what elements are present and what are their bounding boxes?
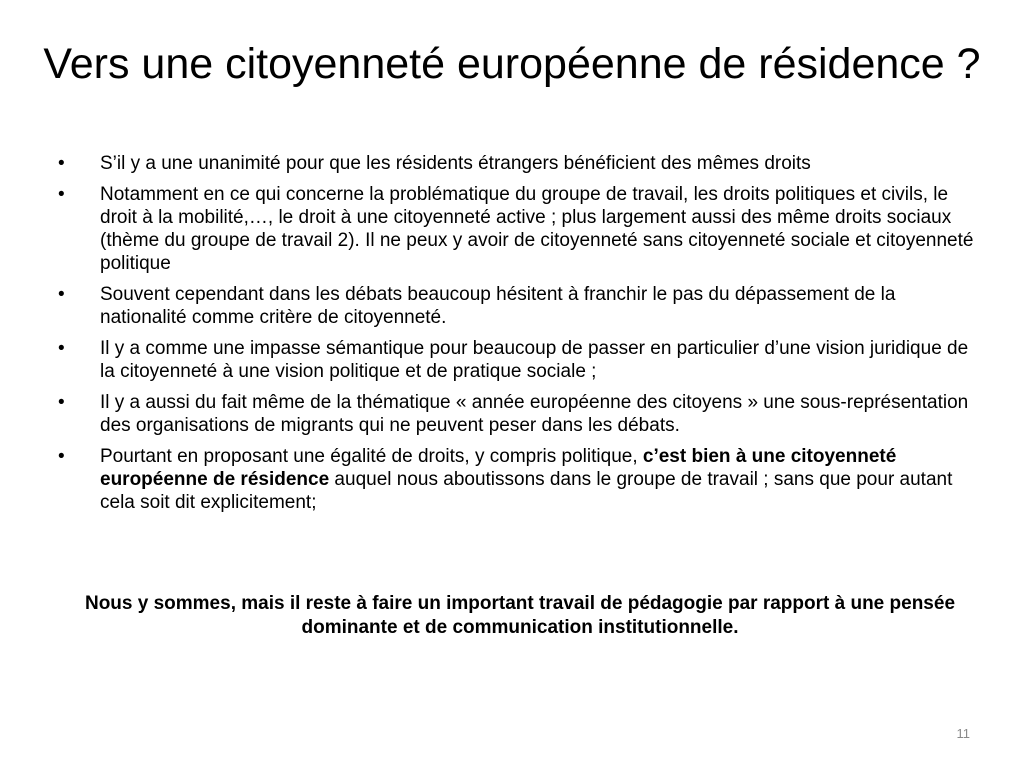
bullet-text-part: Pourtant en proposant une égalité de droits, y compris politique,	[100, 446, 643, 467]
bullet-icon: •	[58, 338, 65, 359]
bullet-text: S’il y a une unanimité pour que les résidents étrangers bénéficient des mêmes droits	[100, 153, 811, 174]
bullet-text-emphasis: c’est bien à une citoyenneté européenne de résidence	[100, 446, 897, 490]
bullet-text: Souvent cependant dans les débats beaucoup hésitent à franchir le pas du dépassement de la nationalité comme critère de citoyenneté.	[100, 284, 896, 328]
bullet-text-part: auquel nous aboutissons dans le groupe de travail ; sans que pour autant cela soit dit explicitement;	[100, 469, 953, 513]
bullet-icon: •	[58, 392, 65, 413]
slide-title: Vers une citoyenneté européenne de résidence ?	[43, 40, 981, 88]
bullet-text	[100, 445, 982, 514]
bullet-icon: •	[58, 153, 65, 174]
bullet-icon: •	[58, 446, 65, 467]
slide-number: 11	[956, 726, 970, 741]
bullet-item-last	[58, 445, 982, 514]
conclusion-text: Nous y sommes, mais il reste à faire un important travail de pédagogie par rapport à une pensée dominante et de communication institutionnelle.	[84, 593, 956, 638]
bullet-text: Notamment en ce qui concerne la problématique du groupe de travail, les droits politiques et civils, le droit à la mobilité,…, le droit à une citoyenneté active ; plus largement aussi des même droits sociaux (thème du groupe de travail 2). Il ne peux y avoir de citoyenneté sans citoyenneté sociale et citoyenneté politique	[100, 184, 974, 274]
bullet-item	[58, 391, 982, 437]
bullet-icon: •	[58, 184, 65, 205]
bullet-list	[58, 152, 982, 522]
bullet-text: Il y a comme une impasse sémantique pour beaucoup de passer en particulier d’une vision juridique de la citoyenneté à une vision politique et de pratique sociale ;	[100, 338, 969, 382]
bullet-icon: •	[58, 284, 65, 305]
bullet-item	[58, 283, 982, 329]
bullet-item	[58, 152, 982, 175]
bullet-item	[58, 183, 982, 275]
bullet-text: Il y a aussi du fait même de la thématique « année européenne des citoyens » une sous-représentation des organisations de migrants qui ne peuvent peser dans les débats.	[100, 392, 969, 436]
bullet-item	[58, 337, 982, 383]
